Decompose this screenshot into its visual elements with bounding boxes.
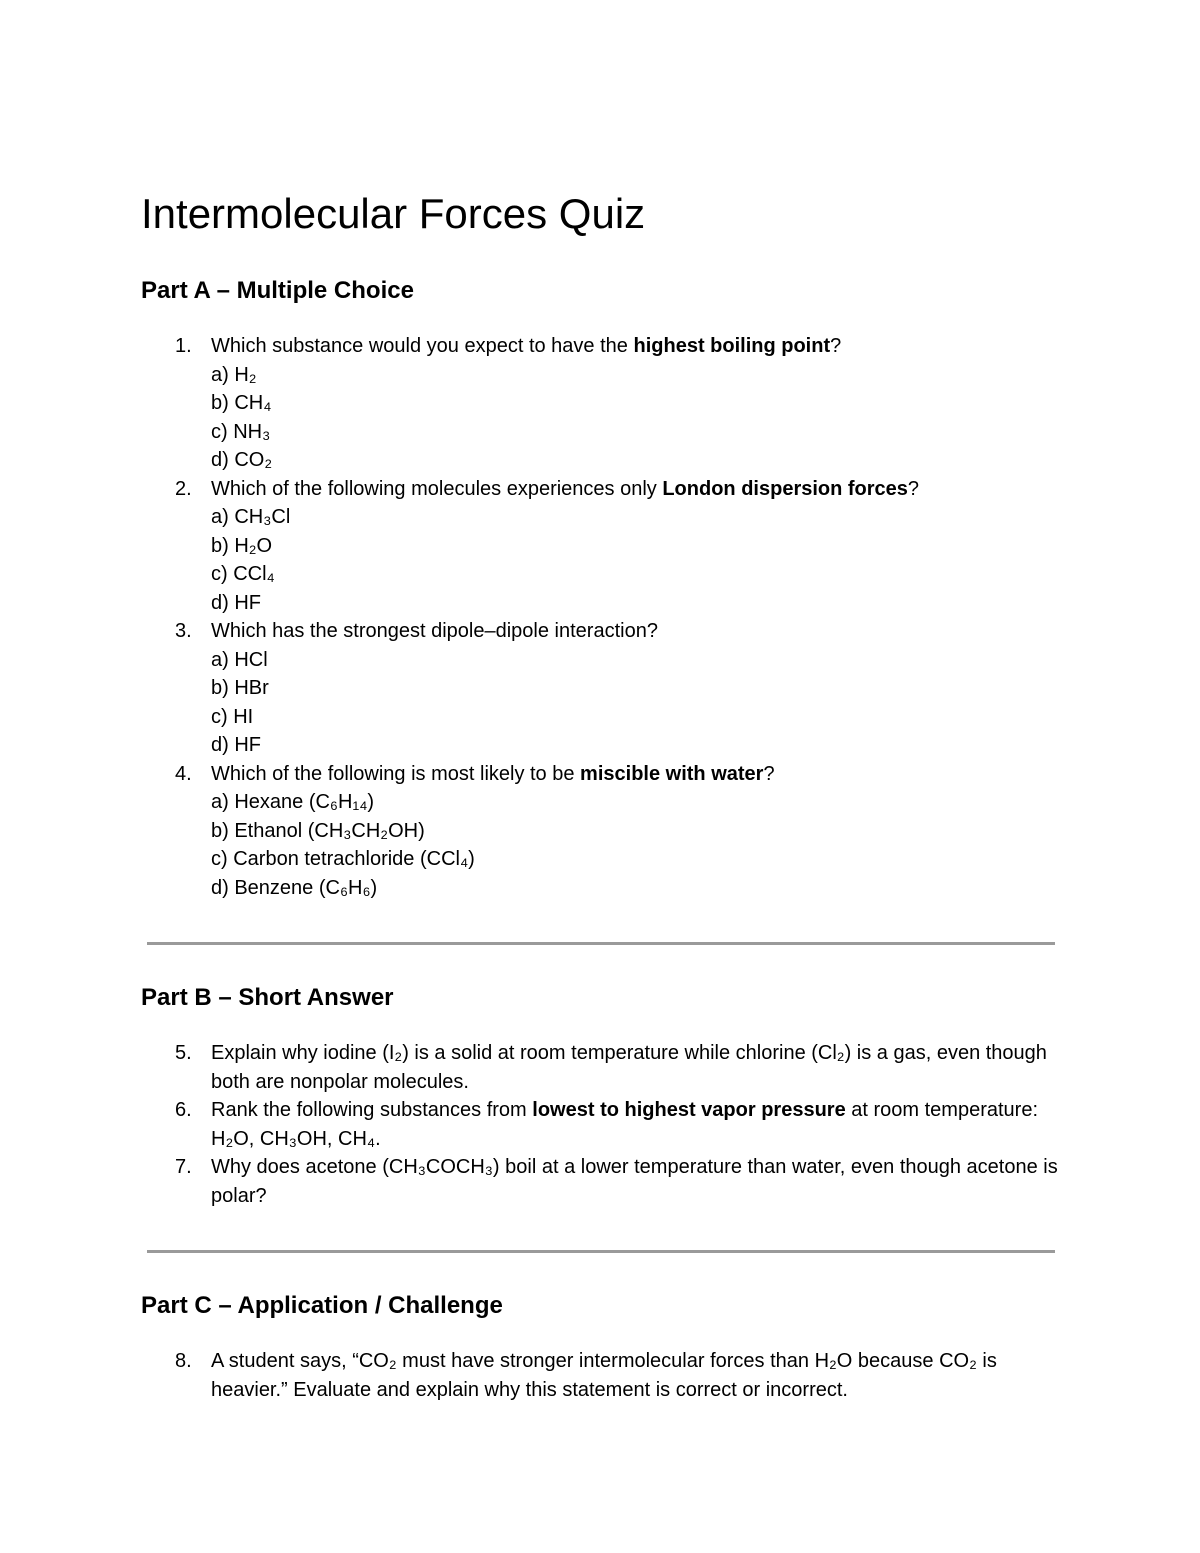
answer-option: a) H₂ xyxy=(211,363,257,386)
question-number: 3. xyxy=(175,620,192,642)
answer-option: c) HI xyxy=(211,705,254,728)
answer-option: a) Hexane (C₆H₁₄) xyxy=(211,791,375,813)
answer-option: d) Benzene (C₆H₆) xyxy=(211,876,378,899)
answer-option: a) HCl xyxy=(211,648,268,671)
page-title: Intermolecular Forces Quiz xyxy=(141,190,646,237)
question-text-part: ? xyxy=(907,477,920,500)
answer-option: b) HBr xyxy=(211,677,269,699)
answer-option: d) HF xyxy=(211,591,261,614)
part-a-heading: Part A – Multiple Choice xyxy=(141,277,414,304)
part-c-question-list xyxy=(141,1347,1061,1404)
question-text-part: ? xyxy=(830,335,842,357)
part-b-question-list xyxy=(141,1039,1061,1210)
answer-option: b) Ethanol (CH₃CH₂OH) xyxy=(211,819,425,842)
answer-option: c) CCl₄ xyxy=(211,563,275,585)
question-number: 6. xyxy=(175,1099,192,1121)
question-text-part: Why does acetone (CH₃COCH₃) boil at a lower temperature than water, even though acetone is polar? xyxy=(211,1156,1058,1207)
question-number: 4. xyxy=(175,762,192,785)
question-text-part: at room temperature: H₂O, CH₃OH, CH₄. xyxy=(211,1099,1039,1150)
question-emphasis: highest boiling point xyxy=(633,335,831,357)
question-3 xyxy=(141,617,1061,760)
question-2 xyxy=(141,475,1061,618)
answer-option: d) CO₂ xyxy=(211,449,273,471)
question-emphasis: miscible with water xyxy=(580,762,764,785)
question-1 xyxy=(141,332,1061,475)
question-text-part: Which substance would you expect to have the xyxy=(211,335,634,357)
question-text-part: Rank the following substances from xyxy=(211,1099,533,1121)
part-b-heading: Part B – Short Answer xyxy=(141,984,394,1011)
question-text-part: A student says, “CO₂ must have stronger intermolecular forces than H₂O because CO₂ is heavier.” Evaluate and explain why this statement is correct or incorrect. xyxy=(211,1350,997,1401)
question-emphasis: lowest to highest vapor pressure xyxy=(532,1099,846,1121)
question-text xyxy=(211,763,775,785)
answer-option: c) Carbon tetrachloride (CCl₄) xyxy=(211,848,475,870)
answer-option: d) HF xyxy=(211,734,261,756)
question-text-part: Explain why iodine (I₂) is a solid at room temperature while chlorine (Cl₂) is a gas, even though both are nonpolar molecules. xyxy=(211,1042,1047,1093)
section-divider xyxy=(147,942,1055,945)
question-emphasis: London dispersion forces xyxy=(662,477,908,500)
question-number: 8. xyxy=(175,1350,192,1372)
question-text xyxy=(211,1042,1047,1093)
answer-option: c) NH₃ xyxy=(211,420,271,443)
question-number: 5. xyxy=(175,1042,192,1064)
question-text-part: Which of the following molecules experiences only xyxy=(211,477,663,500)
question-text-part: ? xyxy=(763,762,775,785)
question-6 xyxy=(141,1096,1061,1153)
part-a-question-list xyxy=(141,332,1061,902)
question-7 xyxy=(141,1153,1061,1210)
question-number: 1. xyxy=(175,335,192,357)
question-text-part: Which of the following is most likely to be xyxy=(211,762,581,785)
answer-option: b) H₂O xyxy=(211,534,273,557)
question-number: 7. xyxy=(175,1156,192,1178)
question-text xyxy=(211,620,658,642)
question-5 xyxy=(141,1039,1061,1096)
question-4 xyxy=(141,760,1061,903)
question-number: 2. xyxy=(175,477,192,500)
question-text xyxy=(211,1156,1058,1207)
answer-option: a) CH₃Cl xyxy=(211,506,291,528)
answer-option: b) CH₄ xyxy=(211,392,272,414)
question-text xyxy=(211,1099,1038,1150)
part-c-heading: Part C – Application / Challenge xyxy=(141,1292,503,1319)
question-8 xyxy=(141,1347,1061,1404)
question-text xyxy=(211,478,919,500)
question-text xyxy=(211,1350,997,1401)
question-text-part: Which has the strongest dipole–dipole interaction? xyxy=(211,620,658,642)
question-text xyxy=(211,335,841,357)
section-divider xyxy=(147,1250,1055,1253)
